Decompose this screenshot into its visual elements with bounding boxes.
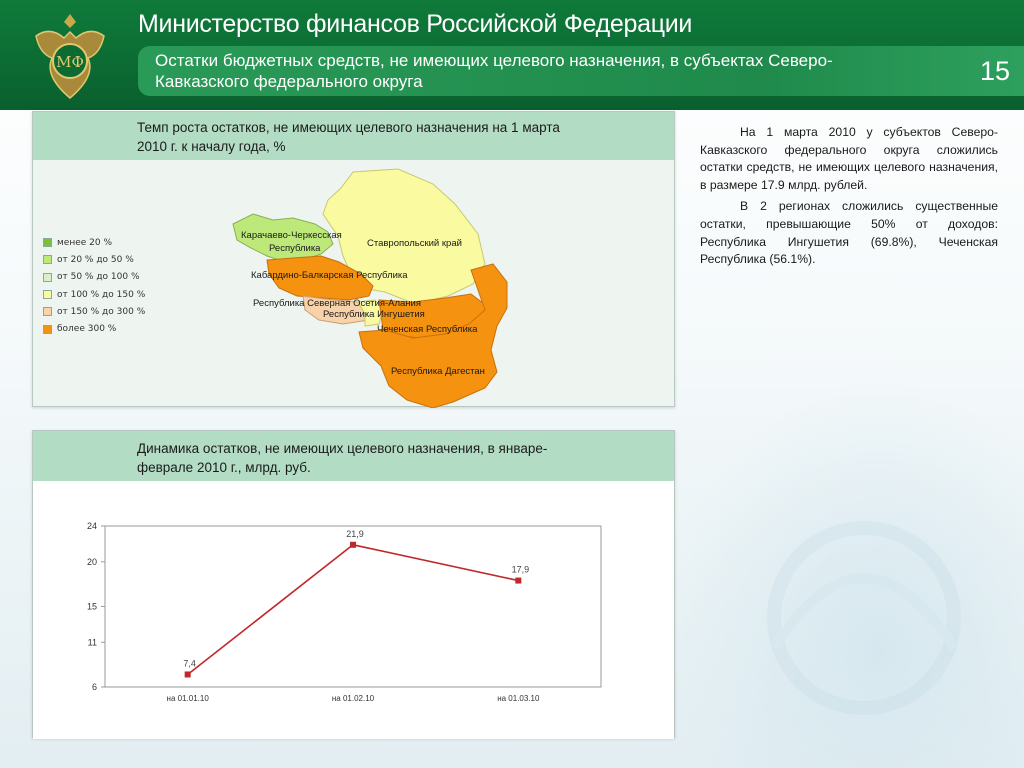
map-label-stavropol: Ставропольский край <box>367 238 462 249</box>
legend-label: менее 20 % <box>57 237 113 248</box>
legend-label: от 20 % до 50 % <box>57 254 134 265</box>
slide-title: Остатки бюджетных средств, не имеющих целевого назначения, в субъектах Северо-Кавказского федерального округа <box>155 51 833 91</box>
map-panel-title: Темп роста остатков, не имеющих целевого назначения на 1 марта 2010 г. к началу года, % <box>137 120 560 154</box>
legend-swatch <box>43 325 52 334</box>
slide-number: 15 <box>979 56 1010 86</box>
map-panel <box>32 111 675 407</box>
legend-label: от 50 % до 100 % <box>57 272 140 283</box>
ministry-title: Министерство финансов Российской Федерации <box>138 10 693 38</box>
map-label-dagestan: Республика Дагестан <box>391 366 485 377</box>
map-label-karachay-cherkessia-line2: Республика <box>269 243 321 254</box>
data-label: 17,9 <box>511 564 530 575</box>
y-tick-label: 24 <box>86 521 97 531</box>
chart-area <box>33 481 674 739</box>
legend-item <box>43 320 145 337</box>
summary-paragraph-2: В 2 регионах сложились существенные остатки, превышающие 50% от доходов: Республика Ингушетия (69.8%), Чеченская Республика (56.1%). <box>700 199 998 267</box>
y-tick-label: 6 <box>91 682 97 692</box>
data-point <box>515 578 521 584</box>
legend-swatch <box>43 273 52 282</box>
legend-label: более 300 % <box>57 324 117 335</box>
chart-panel <box>32 430 675 738</box>
x-tick-label: на 01.01.10 <box>166 694 209 703</box>
y-tick-label: 11 <box>87 637 97 648</box>
legend-label: от 100 % до 150 % <box>57 289 146 300</box>
legend-swatch <box>43 238 52 247</box>
legend-item <box>43 251 145 268</box>
map-label-karachay-cherkessia-line1: Карачаево-Черкесская <box>241 230 342 241</box>
legend-swatch <box>43 290 52 299</box>
data-label: 21,9 <box>346 528 364 539</box>
data-point <box>185 671 191 677</box>
legend-swatch <box>43 307 52 316</box>
legend-item <box>43 269 145 286</box>
legend-item <box>43 286 145 303</box>
y-tick-label: 20 <box>86 556 97 567</box>
data-label: 7,4 <box>183 658 196 669</box>
data-point <box>350 542 356 548</box>
map-label-chechnya: Чеченская Республика <box>377 324 478 335</box>
summary-text <box>700 124 998 273</box>
map-legend <box>43 234 145 338</box>
line-chart <box>33 481 674 739</box>
map-label-north-ossetia: Республика Северная Осетия-Алания <box>253 298 422 309</box>
eagle-crest-icon <box>30 6 110 106</box>
legend-label: от 150 % до 300 % <box>57 306 146 317</box>
plot-area <box>105 526 601 687</box>
y-tick-label: 15 <box>86 601 97 612</box>
x-tick-label: на 01.02.10 <box>331 694 375 703</box>
chart-panel-title: Динамика остатков, не имеющих целевого назначения, в январе-феврале 2010 г., млрд. руб. <box>137 441 548 475</box>
legend-item <box>43 303 145 320</box>
legend-item <box>43 234 145 251</box>
background-watermark-crest-icon <box>704 448 1004 748</box>
legend-swatch <box>43 255 52 264</box>
summary-paragraph-1: На 1 марта 2010 у субъектов Северо-Кавказского федерального округа сложились остатки средств, не имеющих целевого назначения, в размере 17.9 млрд. рублей. <box>700 125 998 192</box>
map-label-ingushetia: Республика Ингушетия <box>323 309 425 320</box>
region-map <box>193 164 533 408</box>
map-label-kabardino-balkaria: Кабардино-Балкарская Республика <box>251 270 408 281</box>
crest-letters: МФ <box>56 53 84 71</box>
x-tick-label: на 01.03.10 <box>497 694 540 703</box>
